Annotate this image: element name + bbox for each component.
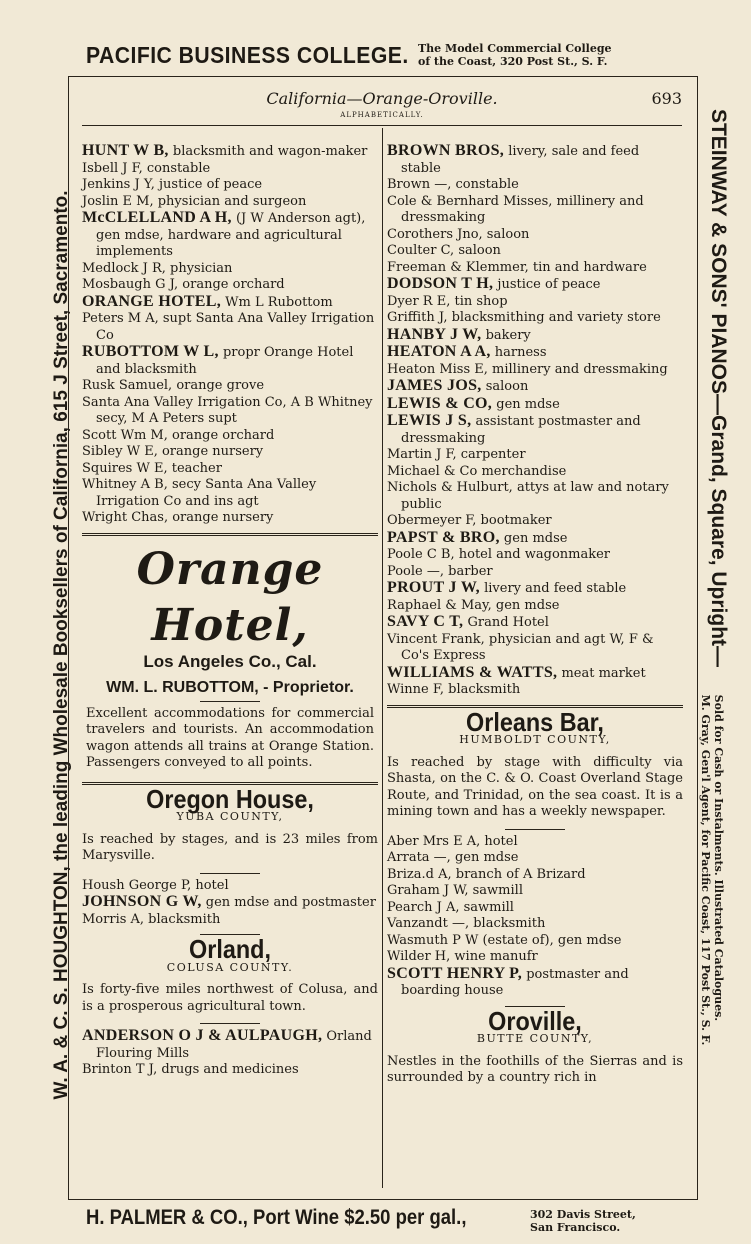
- entry-name: DODSON T H,: [387, 275, 494, 292]
- top-advertisement: [0, 38, 751, 74]
- entry-text: Scott Wm M, orange orchard: [82, 427, 275, 443]
- directory-entry: [82, 477, 378, 510]
- entry-text: gen mdse: [499, 530, 568, 546]
- directory-entry: [387, 310, 683, 327]
- double-rule: [82, 533, 378, 536]
- oroville-heading: Oroville,: [488, 1005, 582, 1036]
- entry-name: JAMES JOS,: [387, 377, 482, 394]
- entry-name: McCLELLAND A H,: [82, 209, 232, 226]
- directory-entry: [387, 260, 683, 277]
- left-column: [82, 143, 378, 1079]
- entry-text: Pearch J A, sawmill: [387, 899, 514, 915]
- entry-text: bakery: [481, 327, 531, 343]
- directory-entry: [82, 912, 378, 929]
- header-rule: [82, 125, 682, 126]
- right-ad-line1: Sold for Cash or Instalments. Illustrated Catalogues.: [712, 694, 725, 1022]
- directory-entry: [387, 513, 683, 530]
- directory-entry: [82, 294, 378, 312]
- directory-entry: [387, 614, 683, 632]
- directory-entry: [82, 261, 378, 278]
- oregon-house-description: Is reached by stages, and is 23 miles from Marysville.: [82, 831, 378, 863]
- entry-text: Cole & Bernhard Misses, millinery and dressmaking: [387, 193, 644, 225]
- entry-text: Graham J W, sawmill: [387, 883, 523, 898]
- directory-entry: [82, 395, 378, 428]
- orland-description: Is forty-five miles northwest of Colusa, and is a prosperous agricultural town.: [82, 982, 378, 1014]
- entry-name: HEATON A A,: [387, 343, 491, 360]
- page-header: [82, 89, 682, 119]
- directory-entry: [82, 444, 378, 461]
- directory-entry: [387, 966, 683, 1000]
- directory-entry: [387, 227, 683, 244]
- short-rule: [200, 701, 260, 702]
- entry-text: saloon: [481, 379, 529, 394]
- entry-text: Winne F, blacksmith: [387, 682, 521, 697]
- entry-text: Coulter C, saloon: [387, 243, 501, 258]
- entry-text: Isbell J F, constable: [82, 160, 211, 176]
- entry-text: gen mdse and postmaster: [201, 895, 376, 910]
- oregon-house-directory-list: [82, 878, 378, 929]
- right-margin-ad-detail: [699, 695, 725, 1046]
- entry-text: Briza.d A, branch of A Brizard: [387, 866, 586, 882]
- directory-entry: [82, 1062, 378, 1079]
- entry-text: postmaster and boarding house: [401, 966, 629, 998]
- directory-entry: [82, 894, 378, 912]
- entry-name: HUNT W B,: [82, 142, 169, 159]
- entry-text: Sibley W E, orange nursery: [82, 444, 264, 459]
- entry-text: Wilder H, wine manufr: [387, 949, 538, 964]
- entry-name: SCOTT HENRY P,: [387, 964, 523, 982]
- entry-text: justice of peace: [493, 277, 601, 292]
- column-divider: [382, 128, 383, 1188]
- orange-hotel-description: Excellent accommodations for commercial travelers and tourists. An accommodation wagon attends all trains at Orange Station. Passengers conveyed to all points.: [86, 705, 374, 770]
- directory-entry: [82, 311, 378, 344]
- directory-entry: [387, 580, 683, 598]
- directory-entry: [387, 916, 683, 933]
- directory-entry: [82, 143, 378, 161]
- directory-entry: [387, 632, 683, 665]
- entry-text: Vanzandt —, blacksmith: [387, 916, 546, 931]
- directory-entry: [387, 682, 683, 699]
- orland-heading: Orland,: [189, 934, 271, 964]
- directory-entry: [387, 177, 683, 194]
- entry-text: Squires W E, teacher: [82, 460, 222, 476]
- entry-text: Wright Chas, orange nursery: [82, 510, 274, 525]
- directory-entry: [387, 530, 683, 548]
- entry-text: Obermeyer F, bootmaker: [387, 513, 552, 528]
- directory-entry: [82, 277, 378, 294]
- entry-name: HANBY J W,: [387, 325, 482, 343]
- entry-name: LEWIS J S,: [387, 412, 472, 429]
- directory-entry: [387, 665, 683, 683]
- bottom-ad-line2: San Francisco.: [530, 1221, 621, 1234]
- directory-entry: [387, 883, 683, 900]
- entry-text: Raphael & May, gen mdse: [387, 597, 560, 613]
- page-title: California—Orange-Oroville.: [266, 89, 498, 108]
- oregon-house-heading: Oregon House,: [146, 783, 314, 814]
- entry-name: WILLIAMS & WATTS,: [387, 663, 558, 681]
- top-ad-detail: [418, 42, 612, 68]
- top-ad-main: PACIFIC BUSINESS COLLEGE.: [86, 42, 409, 68]
- orleans-bar-directory-list: [387, 834, 683, 1000]
- entry-text: Medlock J R, physician: [82, 260, 233, 276]
- entry-text: gen mdse: [492, 396, 560, 412]
- short-rule: [505, 829, 565, 830]
- entry-text: harness: [490, 345, 547, 360]
- entry-text: Vincent Frank, physician and agt W, F & Co's Express: [387, 631, 654, 663]
- directory-entry: [387, 396, 683, 414]
- directory-entry: [387, 243, 683, 260]
- directory-entry: [387, 344, 683, 362]
- entry-text: Poole —, barber: [387, 563, 493, 579]
- directory-entry: [387, 194, 683, 227]
- orleans-bar-heading: Orleans Bar,: [466, 706, 604, 737]
- short-rule: [200, 1023, 260, 1024]
- directory-entry: [387, 413, 683, 447]
- directory-entry: [387, 850, 683, 867]
- entry-text: Brown —, constable: [387, 177, 519, 192]
- right-margin-advertisement: STEINWAY & SONS' PIANOS—Grand, Square, Upright—: [707, 108, 730, 668]
- directory-entry: [387, 547, 683, 564]
- right-column: [387, 143, 683, 1087]
- bottom-ad-main: H. PALMER & CO., Port Wine $2.50 per gal.,: [86, 1206, 467, 1229]
- directory-entry: [387, 464, 683, 481]
- directory-entry: [82, 210, 378, 261]
- entry-name: LEWIS & CO,: [387, 394, 493, 412]
- entry-text: Jenkins J Y, justice of peace: [82, 177, 263, 192]
- entry-text: Santa Ana Valley Irrigation Co, A B Whitney secy, M A Peters supt: [82, 394, 373, 426]
- directory-entry: [387, 362, 683, 379]
- directory-entry: [387, 447, 683, 464]
- directory-entry: [387, 276, 683, 294]
- orange-hotel-proprietor: WM. L. RUBOTTOM, - Proprietor.: [106, 679, 354, 696]
- top-ad-line1: The Model Commercial College: [418, 42, 612, 55]
- oroville-description: Nestles in the foothills of the Sierras and is surrounded by a country rich in: [387, 1053, 683, 1085]
- entry-text: Rusk Samuel, orange grove: [82, 378, 265, 393]
- directory-entry: [387, 834, 683, 851]
- directory-entry: [82, 344, 378, 378]
- entry-text: Aber Mrs E A, hotel: [387, 833, 518, 849]
- directory-entry: [387, 933, 683, 950]
- entry-name: RUBOTTOM W L,: [82, 343, 219, 360]
- entry-text: Brinton T J, drugs and medicines: [82, 1062, 299, 1077]
- directory-entry: [82, 428, 378, 445]
- directory-entry: [387, 900, 683, 917]
- entry-text: livery, sale and feed stable: [401, 144, 640, 176]
- directory-entry: [82, 461, 378, 478]
- oroville-county: BUTTE COUNTY,: [476, 1032, 594, 1045]
- directory-entry: [387, 327, 683, 345]
- directory-entry: [387, 598, 683, 615]
- right-ad-line2: M. Gray, Gen'l Agent, for Pacific Coast, 117 Post St., S. F.: [699, 694, 712, 1046]
- bottom-advertisement: [0, 1204, 751, 1240]
- entry-text: meat market: [557, 665, 646, 681]
- entry-text: Grand Hotel: [463, 615, 549, 630]
- entry-text: propr Orange Hotel and blacksmith: [96, 345, 354, 377]
- top-ad-line2: of the Coast, 320 Post St., S. F.: [418, 55, 608, 68]
- directory-entry: [387, 949, 683, 966]
- entry-name: JOHNSON G W,: [82, 893, 202, 910]
- entry-name: SAVY C T,: [387, 613, 464, 630]
- bottom-ad-line1: 302 Davis Street,: [530, 1208, 636, 1221]
- entry-text: Nichols & Hulburt, attys at law and notary public: [387, 480, 669, 512]
- directory-entry: [387, 867, 683, 884]
- entry-text: Joslin E M, physician and surgeon: [82, 193, 307, 209]
- entry-text: Arrata —, gen mdse: [387, 850, 519, 865]
- entry-text: blacksmith and wagon-maker: [168, 144, 368, 159]
- orleans-bar-county: HUMBOLDT COUNTY,: [459, 733, 611, 746]
- entry-name: PAPST & BRO,: [387, 528, 500, 546]
- entry-text: livery and feed stable: [479, 581, 627, 596]
- entry-text: Griffith J, blacksmithing and variety store: [387, 310, 661, 325]
- directory-entry: [82, 1028, 378, 1062]
- entry-text: Corothers Jno, saloon: [387, 226, 530, 242]
- entry-text: Peters M A, supt Santa Ana Valley Irrigation Co: [82, 311, 375, 343]
- entry-text: Whitney A B, secy Santa Ana Valley Irrigation Co and ins agt: [82, 477, 317, 509]
- directory-entry: [387, 480, 683, 513]
- orange-directory-list-continued: [387, 143, 683, 699]
- directory-entry: [387, 143, 683, 177]
- entry-text: Martin J F, carpenter: [387, 447, 526, 462]
- entry-text: Mosbaugh G J, orange orchard: [82, 277, 285, 292]
- entry-text: Wasmuth P W (estate of), gen mdse: [387, 932, 622, 948]
- entry-name: BROWN BROS,: [387, 142, 505, 159]
- orange-directory-list: [82, 143, 378, 527]
- oregon-house-county: YUBA COUNTY,: [176, 810, 284, 823]
- entry-text: Orland Flouring Mills: [96, 1029, 372, 1061]
- bottom-ad-detail: [530, 1208, 636, 1234]
- entry-text: Wm L Rubottom: [221, 294, 333, 310]
- entry-text: assistant postmaster and dressmaking: [401, 414, 641, 446]
- entry-text: Poole C B, hotel and wagonmaker: [387, 547, 610, 562]
- page-subtitle: ALPHABETICALLY.: [340, 111, 424, 119]
- orland-directory-list: [82, 1028, 378, 1079]
- left-margin-advertisement: W. A. & C. S. HOUGHTON, the leading Wholesale Booksellers of California, 615 J Street, Sacramento.: [51, 190, 72, 1100]
- entry-name: PROUT J W,: [387, 579, 480, 596]
- entry-name: ANDERSON O J & AULPAUGH,: [82, 1027, 323, 1044]
- directory-entry: [82, 378, 378, 395]
- page-number: 693: [651, 89, 682, 108]
- entry-name: ORANGE HOTEL,: [82, 292, 222, 310]
- entry-text: Heaton Miss E, millinery and dressmaking: [387, 361, 668, 377]
- directory-entry: [82, 878, 378, 895]
- orange-hotel-location: Los Angeles Co., Cal.: [143, 651, 317, 671]
- directory-entry: [387, 378, 683, 396]
- short-rule: [200, 873, 260, 874]
- entry-text: Morris A, blacksmith: [82, 911, 221, 927]
- entry-text: Dyer R E, tin shop: [387, 293, 508, 309]
- directory-entry: [82, 194, 378, 211]
- entry-text: Michael & Co merchandise: [387, 463, 567, 479]
- directory-entry: [387, 564, 683, 581]
- entry-text: (J W Anderson agt), gen mdse, hardware and agricultural implements: [96, 211, 366, 259]
- directory-entry: [387, 294, 683, 311]
- orleans-bar-description: Is reached by stage with difficulty via Shasta, on the C. & O. Coast Overland Stage Route, and Trinidad, on the sea coast. It is a mining town and has a weekly newspaper.: [387, 754, 683, 819]
- directory-entry: [82, 177, 378, 194]
- orland-county: COLUSA COUNTY.: [166, 960, 294, 974]
- directory-entry: [82, 161, 378, 178]
- directory-entry: [82, 510, 378, 527]
- entry-text: Housh George P, hotel: [82, 877, 229, 893]
- orange-hotel-name: Orange Hotel,: [136, 543, 324, 651]
- entry-text: Freeman & Klemmer, tin and hardware: [387, 259, 647, 275]
